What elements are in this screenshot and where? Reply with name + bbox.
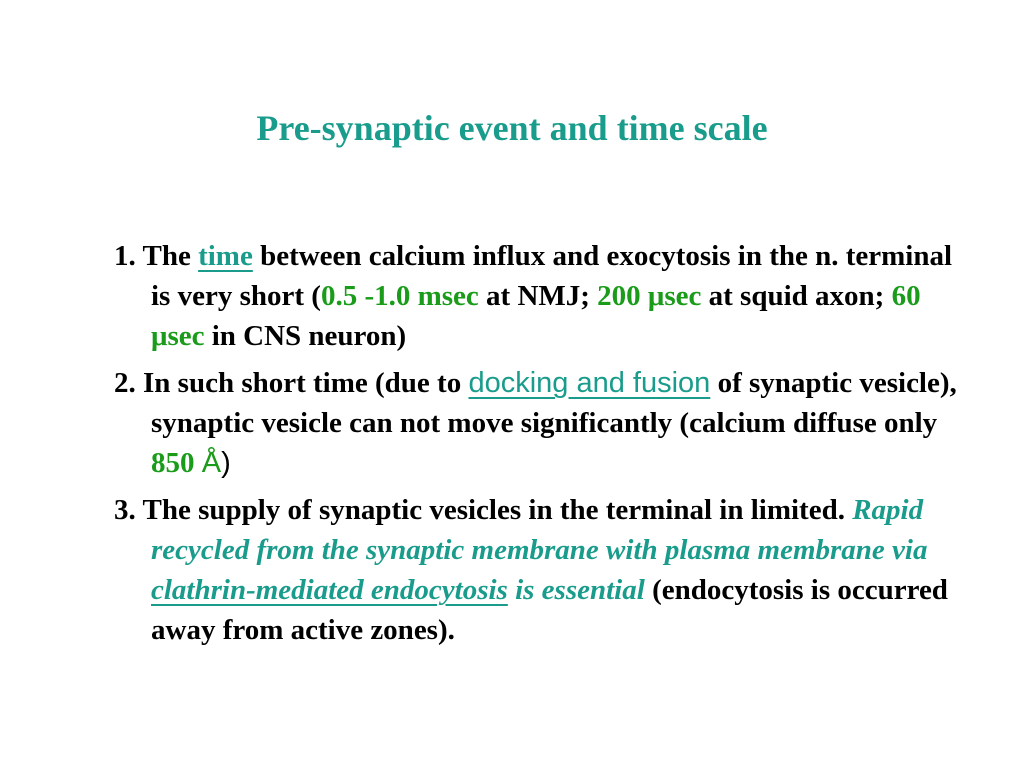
value-squid-axon: 200 μsec xyxy=(597,280,702,312)
value-diffusion-distance: 850 xyxy=(151,447,195,479)
item-text: of synaptic vesicle), synaptic vesicle can not move significantly (calcium diffuse only xyxy=(151,367,957,439)
item-text: The supply of synaptic vesicles in the terminal in limited. xyxy=(142,494,845,526)
item-text: in CNS neuron) xyxy=(211,320,407,352)
slide-title: Pre-synaptic event and time scale xyxy=(256,108,768,148)
item-text: between calcium influx and exocytosis in the n. terminal is very short ( xyxy=(151,240,953,312)
item-text: at NMJ; xyxy=(486,280,590,312)
highlight-docking-fusion: docking and fusion xyxy=(468,367,711,399)
highlight-clathrin-endocytosis: clathrin-mediated endocytosis xyxy=(151,574,508,606)
item-number: 2. xyxy=(114,367,136,399)
emphasis-essential: is essential xyxy=(515,574,645,606)
list-item xyxy=(114,236,974,356)
item-text: (endocytosis is occurred away from active zones). xyxy=(151,574,948,646)
item-number: 3. xyxy=(114,494,136,526)
list-item xyxy=(114,363,974,483)
item-text: at squid axon; xyxy=(708,280,885,312)
item-text: The xyxy=(142,240,191,272)
unit-angstrom: Å xyxy=(201,447,222,479)
emphasis-recycling: Rapid recycled from the synaptic membrane with plasma membrane via xyxy=(151,494,928,566)
highlight-time: time xyxy=(198,240,253,272)
value-nmj: 0.5 -1.0 msec xyxy=(320,280,479,312)
bullet-list xyxy=(114,236,974,657)
value-cns-neuron: 60 μsec xyxy=(151,280,921,352)
item-text: ) xyxy=(221,447,231,479)
item-number: 1. xyxy=(114,240,136,272)
list-item xyxy=(114,490,974,650)
item-text: In such short time (due to xyxy=(143,367,462,399)
